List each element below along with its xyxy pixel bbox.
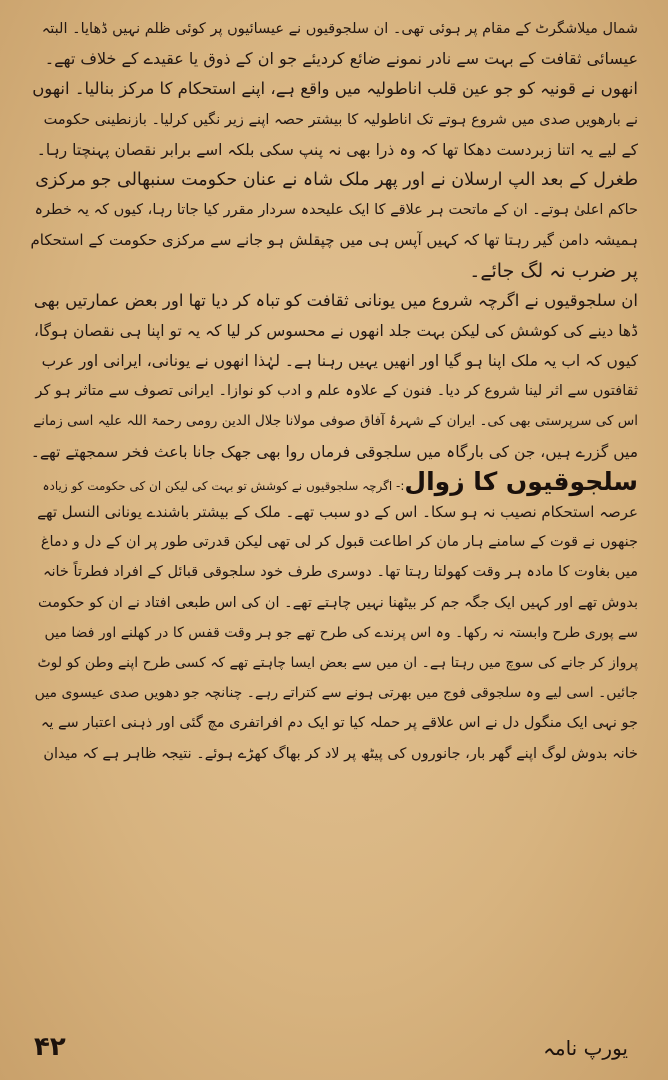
text-line-6: طغرل کے بعد الپ ارسلان نے اور پھر ملک شاہ نے عنان حکومت سنبھالی جو مرکزی (35, 169, 638, 190)
text-line-18: جنھوں نے قوت کے سامنے ہار مان کر اطاعت قبول کر لی تھی لیکن قدرتی طور پر ان کے دل و دماغ (40, 534, 638, 551)
text-line-5: کے لیے یہ اتنا زبردست دھکا تھا کہ وہ ذرا بھی نہ پنپ سکی بلکہ اسے برابر نقصان پہنچتا رہا۔ (36, 140, 638, 159)
text-line-13: ثقافتوں سے اثر لینا شروع کر دیا۔ فنون کے علاوہ علم و ادب کو نوازا۔ ایرانی تصوف سے متاثر ہو کر (35, 383, 638, 400)
text-line-17: عرصہ استحکام نصیب نہ ہو سکا۔ اس کے دو سبب تھے۔ ملک کے بیشتر باشندے یونانی النسل تھے (37, 503, 638, 521)
text-line-23: جائیں۔ اسی لیے وہ سلجوقی فوج میں بھرتی ہونے سے کتراتے رہے۔ چنانچہ جو دھویں صدی عیسوی میں (34, 685, 638, 702)
text-line-4: نے بارھویں صدی میں شروع ہوتے تک اناطولیہ کا بیشتر حصہ اپنے زیر نگیں کرلیا۔ بازنطینی حکومت (43, 111, 638, 128)
text-line-2: عیسائی ثقافت کے بہت سے نادر نمونے ضائع کردیئے جو ان کے ذوق یا عقیدے کے خلاف تھے۔ (44, 49, 638, 69)
text-line-12: کیوں کہ اب یہ ملک اپنا ہو گیا اور انھیں یہیں رہنا ہے۔ لہٰذا انھوں نے یونانی، ایرانی اور عرب (41, 352, 638, 371)
text-line-24: جو نہی ایک منگول دل نے اس علاقے پر حملہ کیا تو ایک دم افراتفری مچ گئی اور ذہنی اعتبار سے یہ (40, 715, 638, 732)
text-line-22: پرواز کر جانے کی سوچ میں رہتا ہے۔ ان میں سے بعض ایسا چاہتے تھے کہ کسی طرح اپنے وطن کو لوٹ (37, 654, 638, 671)
text-line-25: خانہ بدوش لوگ اپنے گھر بار، جانوروں کی پیٹھ پر لاد کر بھاگ کھڑے ہوئے۔ نتیجہ ظاہر ہے کہ میدان (43, 745, 638, 762)
text-line-14: اس کی سرپرستی بھی کی۔ ایران کے شہرۂ آفاق صوفی مولانا جلال الدین رومی رحمۃ اللہ علیہ اسی زمانے (33, 413, 638, 430)
text-line-11: ڈھا دینے کی کوشش کی لیکن بہت جلد انھوں نے محسوس کر لیا کہ یہ تو اپنا ہی نقصان ہوگا، (33, 321, 638, 340)
text-line-7: حاکم اعلیٰ ہوتے۔ ان کے ماتحت ہر علاقے کا ایک علیحدہ سردار مقرر کیا جاتا رہا، کیوں کہ یہ خطرہ (34, 202, 638, 219)
text-line-15: میں گزرے ہیں، جن کی بارگاہ میں سلجوقی فرماں روا بھی جھک جانا باعث فخر سمجھتے تھے۔ (30, 442, 638, 461)
page-number: ۴۲ (34, 1032, 66, 1062)
body-text (30, 14, 638, 769)
text-line-19: میں بغاوت کا مادہ ہر وقت کھولتا رہتا تھا۔ دوسری طرف خود سلجوقی قبائل کے افراد فطرتاً خانہ (42, 564, 638, 581)
text-line-8: ہمیشہ دامن گیر رہتا تھا کہ کہیں آپس ہی میں چپقلش ہو جانے سے مرکزی حکومت کے استحکام (30, 231, 638, 250)
page-footer (34, 1022, 628, 1062)
text-line-10: ان سلجوقیوں نے اگرچہ شروع میں یونانی ثقافت کو تباہ کر دیا تھا اور بعض عمارتیں بھی (33, 290, 638, 310)
section-heading: سلجوقیوں کا زوال (404, 466, 638, 496)
text-line-3: انھوں نے قونیہ کو جو عین قلب اناطولیہ میں واقع ہے، اپنے استحکام کا مرکز بنالیا۔ انھوں (32, 79, 638, 99)
text-line-9: پر ضرب نہ لگ جائے۔ (469, 259, 638, 282)
text-line-21: سے پوری طرح وابستہ نہ رکھا۔ وہ اس پرندے کی طرح تھے جو ہر وقت قفس کا در کھلنے اور فضا میں (44, 624, 638, 641)
running-title: یورپ نامہ (543, 1036, 628, 1060)
text-line-20: بدوش تھے اور کہیں ایک جگہ جم کر بیٹھنا نہیں چاہتے تھے۔ ان کی اس طبعی افتاد نے ان کو حکومت (38, 594, 638, 611)
text-line-1: شمال میلاشگرٹ کے مقام پر ہوئی تھی۔ ان سلجوقیوں نے عیسائیوں پر کوئی ظلم نہیں ڈھایا۔ البتہ (41, 21, 638, 37)
text-line-16-section-heading: سلجوقیوں کا زوال:- اگرچہ سلجوقیوں نے کوشش تو بہت کی لیکن ان کی حکومت کو زیادہ (42, 466, 638, 496)
